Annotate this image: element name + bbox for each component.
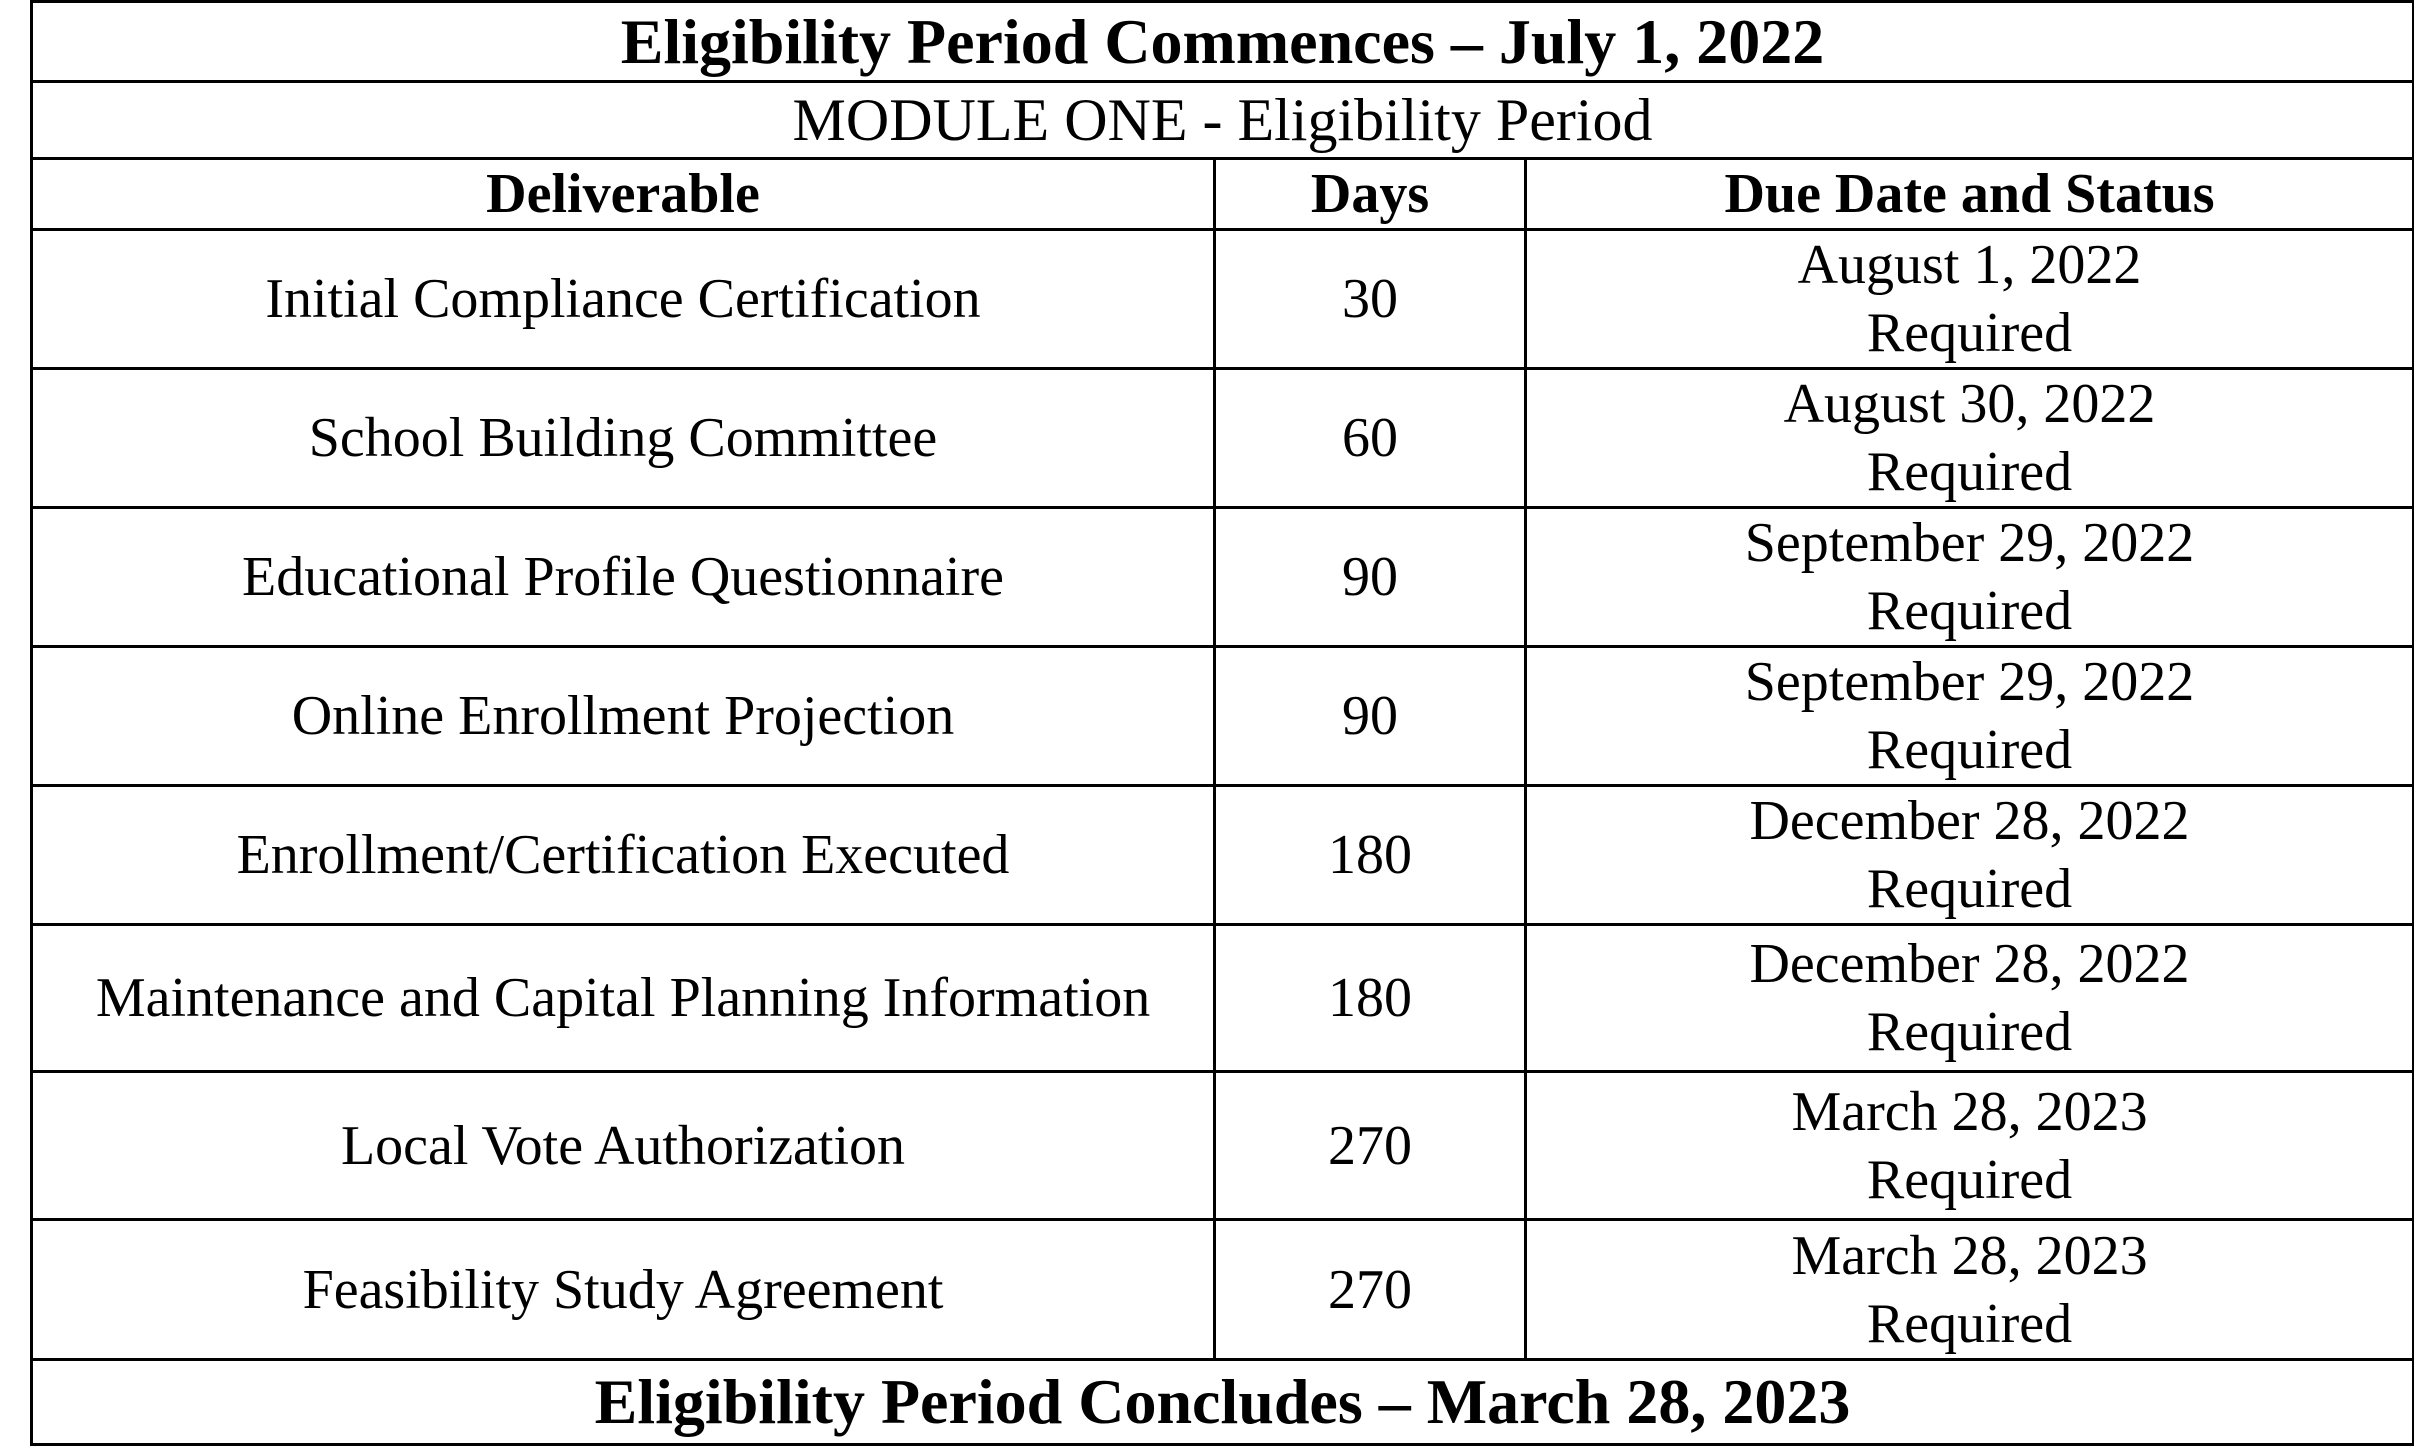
- deliverable-cell: Educational Profile Questionnaire: [32, 508, 1215, 647]
- column-header-due-date-status: Due Date and Status: [1526, 159, 2414, 230]
- days-cell: 180: [1215, 786, 1526, 925]
- table-row: [32, 1072, 2414, 1220]
- status-text: Required: [1866, 302, 2073, 364]
- status-text: Required: [1866, 858, 2073, 920]
- status-text: Required: [1866, 1148, 2073, 1211]
- days-cell: 90: [1215, 508, 1526, 647]
- days-cell: 270: [1215, 1072, 1526, 1220]
- due-date: December 28, 2022: [1749, 933, 2190, 995]
- column-header-deliverable: Deliverable: [32, 159, 1215, 230]
- deliverable-cell: Online Enrollment Projection: [32, 647, 1215, 786]
- deliverable-cell: Local Vote Authorization: [32, 1072, 1215, 1220]
- days-cell: 60: [1215, 369, 1526, 508]
- days-cell: 90: [1215, 647, 1526, 786]
- status-text: Required: [1866, 719, 2073, 781]
- table-row: [32, 230, 2414, 369]
- table-row: [32, 647, 2414, 786]
- due-date-status-cell: [1526, 230, 2414, 369]
- due-date: March 28, 2023: [1791, 1080, 2148, 1143]
- deliverable-cell: Enrollment/Certification Executed: [32, 786, 1215, 925]
- days-cell: 180: [1215, 925, 1526, 1072]
- due-date-status-cell: [1526, 1220, 2414, 1360]
- due-date: August 30, 2022: [1783, 373, 2156, 435]
- due-date-status-cell: [1526, 1072, 2414, 1220]
- deliverable-cell: Maintenance and Capital Planning Information: [32, 925, 1215, 1072]
- module-title: MODULE ONE - Eligibility Period: [32, 82, 2414, 159]
- table-row: [32, 786, 2414, 925]
- eligibility-schedule-table: [30, 0, 2414, 1446]
- concludes-banner: Eligibility Period Concludes – March 28, 2023: [32, 1360, 2414, 1445]
- due-date: December 28, 2022: [1749, 790, 2190, 852]
- commences-banner: Eligibility Period Commences – July 1, 2022: [32, 2, 2414, 82]
- column-header-days: Days: [1215, 159, 1526, 230]
- due-date: September 29, 2022: [1744, 512, 2195, 574]
- due-date: March 28, 2023: [1791, 1224, 2148, 1287]
- due-date-status-cell: [1526, 508, 2414, 647]
- due-date: August 1, 2022: [1797, 234, 2142, 296]
- column-header-row: [32, 159, 2414, 230]
- concludes-banner-row: [32, 1360, 2414, 1445]
- due-date: September 29, 2022: [1744, 651, 2195, 713]
- table-row: [32, 508, 2414, 647]
- module-title-row: [32, 82, 2414, 159]
- deliverable-cell: School Building Committee: [32, 369, 1215, 508]
- table-row: [32, 1220, 2414, 1360]
- deliverable-cell: Initial Compliance Certification: [32, 230, 1215, 369]
- status-text: Required: [1866, 1001, 2073, 1063]
- table-row: [32, 925, 2414, 1072]
- days-cell: 270: [1215, 1220, 1526, 1360]
- days-cell: 30: [1215, 230, 1526, 369]
- table-row: [32, 369, 2414, 508]
- due-date-status-cell: [1526, 925, 2414, 1072]
- due-date-status-cell: [1526, 786, 2414, 925]
- due-date-status-cell: [1526, 369, 2414, 508]
- status-text: Required: [1866, 1292, 2073, 1355]
- status-text: Required: [1866, 441, 2073, 503]
- status-text: Required: [1866, 580, 2073, 642]
- commences-banner-row: [32, 2, 2414, 82]
- due-date-status-cell: [1526, 647, 2414, 786]
- deliverable-cell: Feasibility Study Agreement: [32, 1220, 1215, 1360]
